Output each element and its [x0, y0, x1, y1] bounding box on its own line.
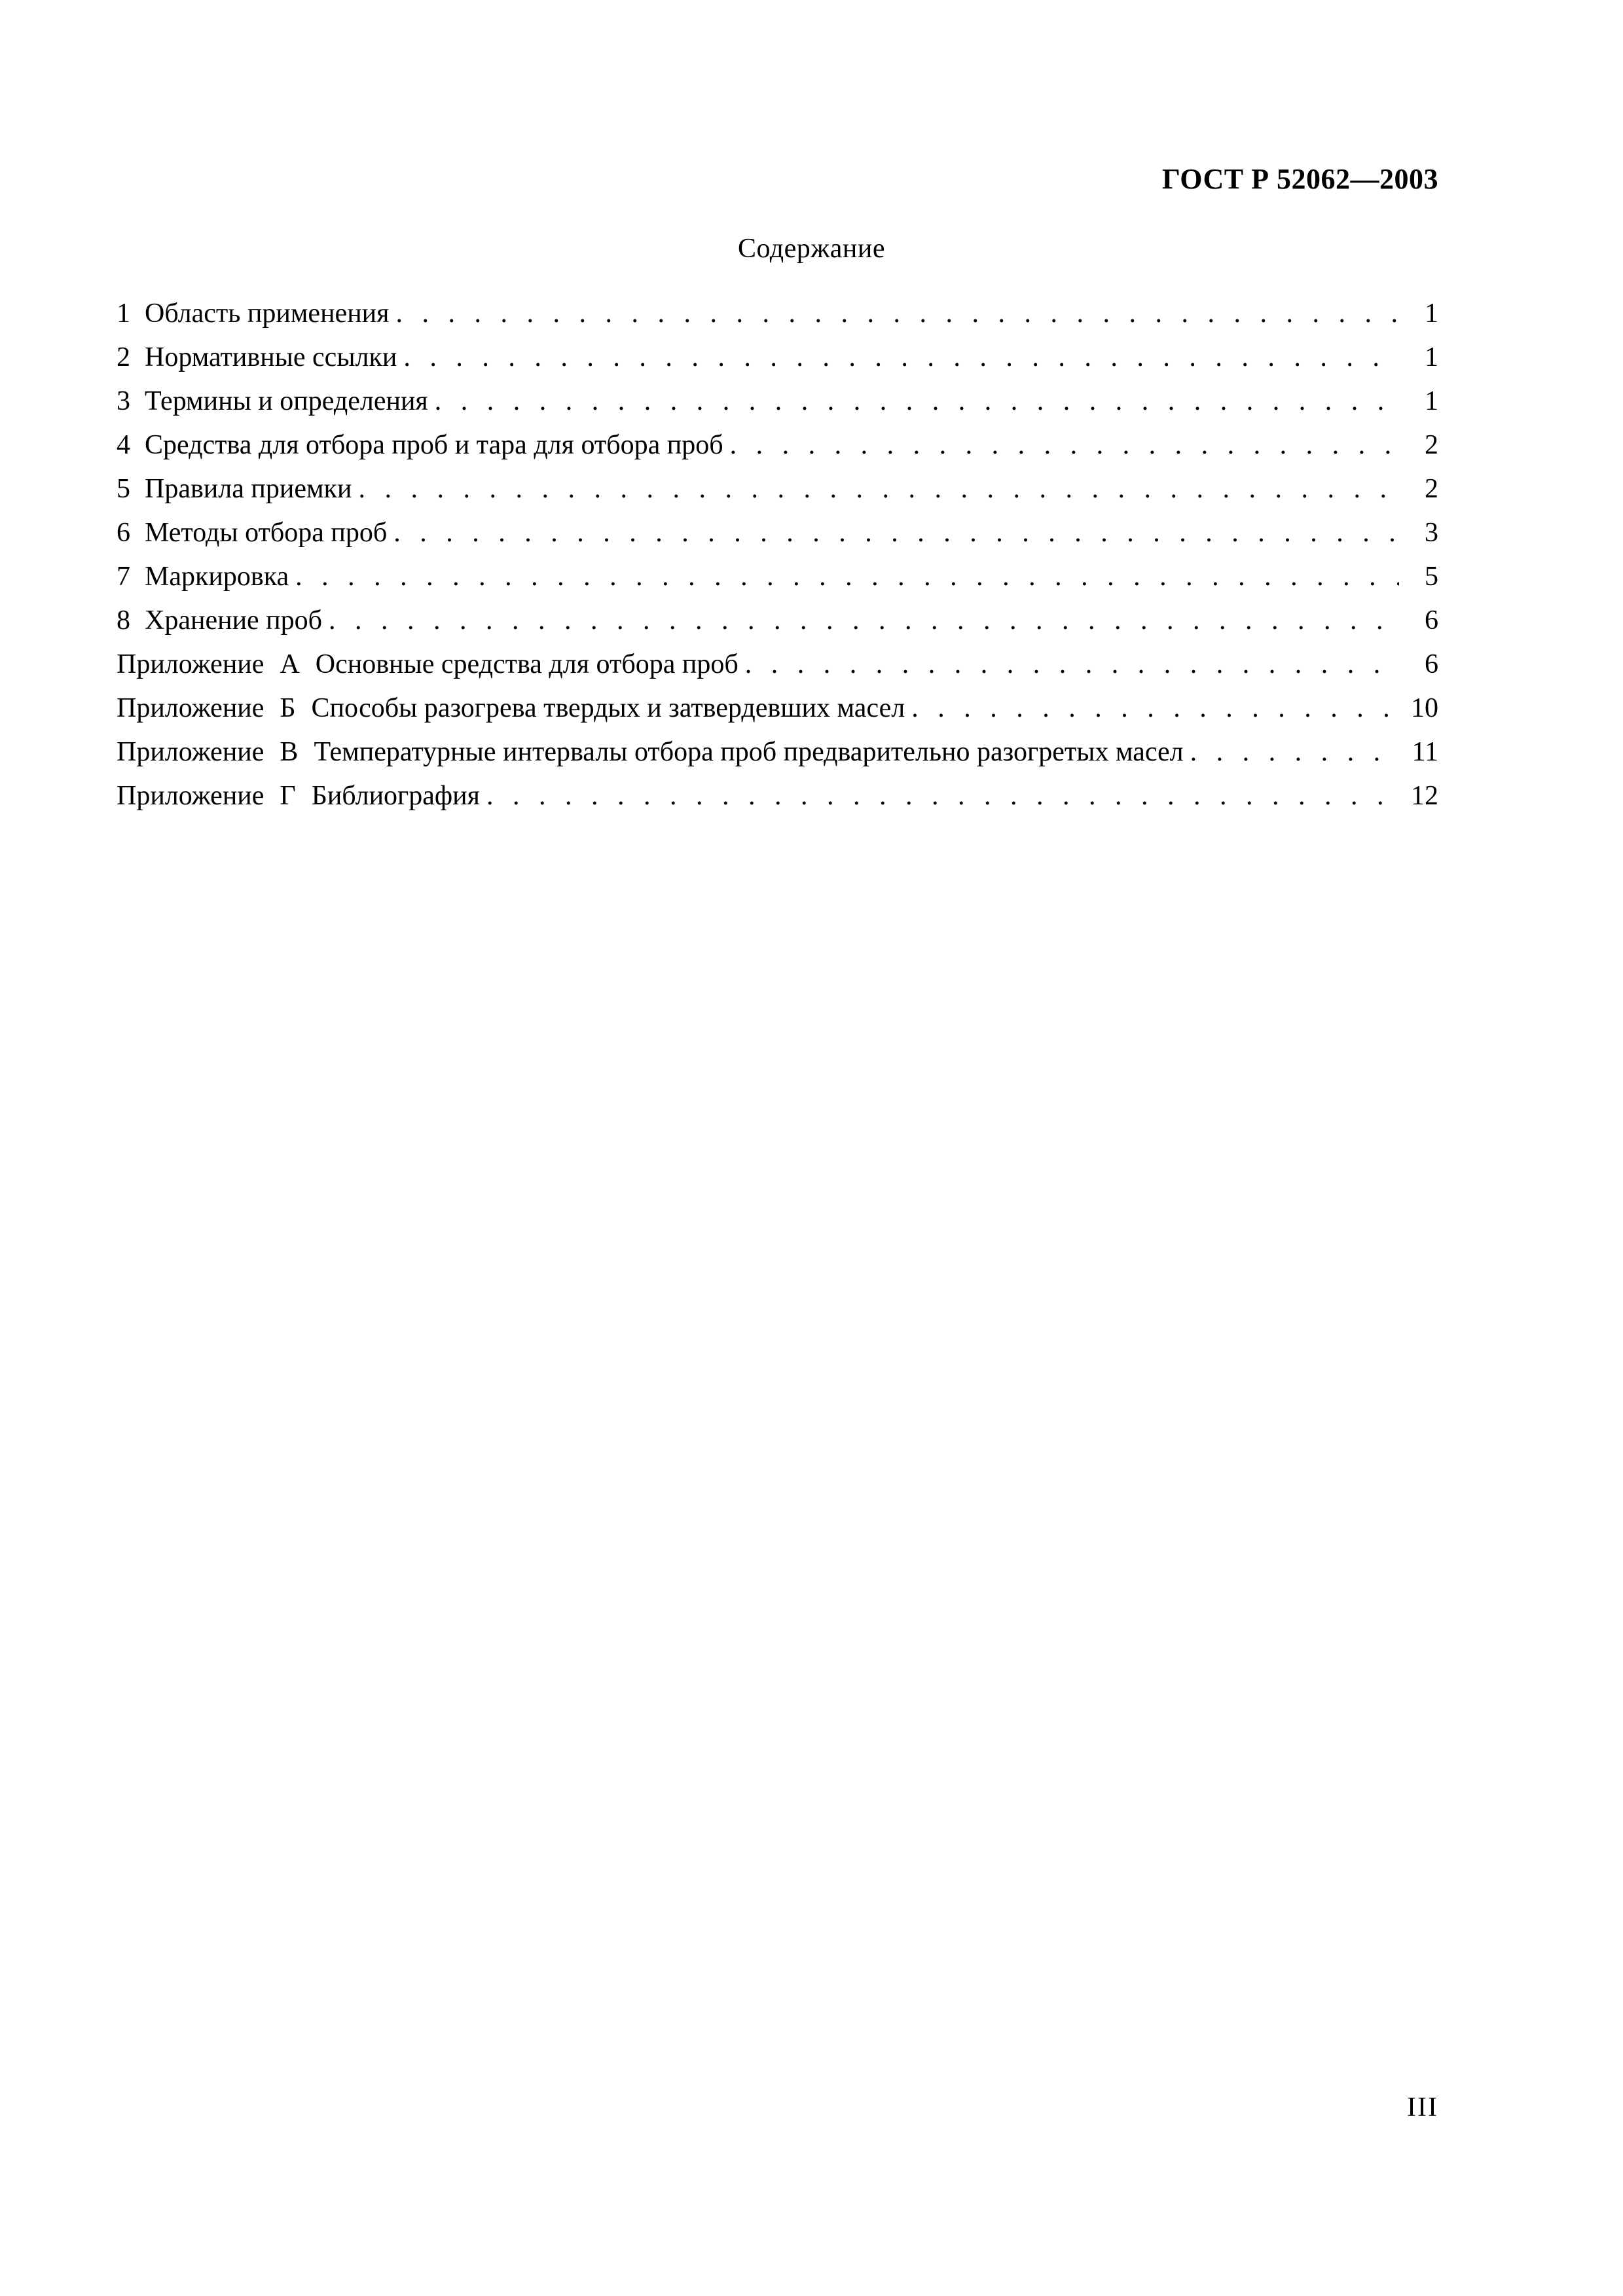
toc-item-label: Термины и определения [145, 386, 428, 416]
toc-leader-dots [295, 555, 1399, 599]
toc-item-number: 3 [117, 386, 130, 416]
toc-item-page: 3 [1425, 518, 1438, 548]
toc-appendix-label-group [117, 774, 486, 818]
page-number: III [1407, 2092, 1438, 2123]
toc-appendix-label: Способы разогрева твердых и затвердевших масел [311, 693, 905, 723]
toc-item[interactable] [117, 467, 1438, 511]
toc-leader-dots [358, 467, 1399, 511]
toc-appendix-prefix: Приложение [117, 781, 264, 811]
toc-item-label-group [117, 555, 295, 599]
toc-item-page: 1 [1425, 386, 1438, 416]
toc-item-number: 5 [117, 474, 130, 504]
toc-appendix-prefix: Приложение [117, 693, 264, 723]
toc-appendix-letter: А [280, 649, 300, 679]
toc-leader-dots [403, 336, 1399, 380]
toc-item-number: 2 [117, 342, 130, 372]
toc-appendix-item[interactable] [117, 774, 1438, 818]
toc-item[interactable] [117, 380, 1438, 423]
toc-item-label-group [117, 511, 393, 555]
toc-item-page: 1 [1425, 298, 1438, 329]
toc-item-number: 7 [117, 562, 130, 592]
toc-appendix-label: Температурные интервалы отбора проб предварительно разогретых масел [314, 737, 1184, 767]
toc-item[interactable] [117, 511, 1438, 555]
toc-appendix-page: 11 [1412, 737, 1438, 767]
toc-appendix-label-group [117, 643, 745, 687]
toc-item-page: 6 [1425, 605, 1438, 636]
toc-leader-dots [911, 687, 1399, 730]
toc-appendix-page: 6 [1425, 649, 1438, 679]
toc-item-label-group [117, 336, 403, 380]
toc-item-label-group [117, 467, 358, 511]
toc-title: Содержание [737, 234, 886, 264]
toc-appendix-page: 10 [1411, 693, 1438, 723]
toc-item-label-group [117, 380, 435, 423]
toc-item-number: 6 [117, 518, 130, 548]
toc-leader-dots [730, 423, 1399, 467]
toc-item-number: 1 [117, 298, 130, 329]
toc-item-page: 1 [1425, 342, 1438, 372]
toc-appendix-letter: В [280, 737, 299, 767]
toc-item-label: Методы отбора проб [145, 518, 388, 548]
toc-item-label-group [117, 599, 329, 643]
toc-appendix-label-group [117, 687, 911, 730]
toc-item[interactable] [117, 336, 1438, 380]
toc-item[interactable] [117, 599, 1438, 643]
toc-leader-dots [1190, 730, 1399, 774]
toc-item-label-group [117, 292, 395, 336]
toc-item-page: 2 [1425, 430, 1438, 460]
toc-item-number: 8 [117, 605, 130, 636]
toc-item-label: Нормативные ссылки [145, 342, 397, 372]
toc-appendix-page: 12 [1411, 781, 1438, 811]
toc-item-label: Правила приемки [145, 474, 352, 504]
toc-leader-dots [329, 599, 1399, 643]
toc-item-page: 2 [1425, 474, 1438, 504]
toc-appendix-label: Библиография [311, 781, 480, 811]
toc-item-number: 4 [117, 430, 130, 460]
toc-item-page: 5 [1425, 562, 1438, 592]
toc-item[interactable] [117, 423, 1438, 467]
toc-appendix-item[interactable] [117, 643, 1438, 687]
toc-leader-dots [395, 292, 1399, 336]
toc-item-label: Маркировка [145, 562, 289, 592]
table-of-contents [117, 292, 1438, 818]
toc-leader-dots [745, 643, 1399, 687]
document-standard-id: ГОСТ Р 52062—2003 [1161, 163, 1438, 195]
toc-appendix-letter: Б [280, 693, 296, 723]
toc-appendix-prefix: Приложение [117, 737, 264, 767]
toc-item-label: Область применения [145, 298, 390, 329]
toc-item[interactable] [117, 292, 1438, 336]
toc-item-label-group [117, 423, 730, 467]
toc-appendix-label-group [117, 730, 1190, 774]
toc-item-label: Хранение проб [145, 605, 323, 636]
toc-appendix-item[interactable] [117, 687, 1438, 730]
toc-appendix-label: Основные средства для отбора проб [315, 649, 739, 679]
toc-leader-dots [435, 380, 1399, 423]
toc-leader-dots [486, 774, 1399, 818]
toc-appendix-letter: Г [280, 781, 296, 811]
toc-appendix-prefix: Приложение [117, 649, 264, 679]
toc-appendix-item[interactable] [117, 730, 1438, 774]
toc-leader-dots [393, 511, 1399, 555]
toc-item-label: Средства для отбора проб и тара для отбора проб [145, 430, 723, 460]
toc-item[interactable] [117, 555, 1438, 599]
